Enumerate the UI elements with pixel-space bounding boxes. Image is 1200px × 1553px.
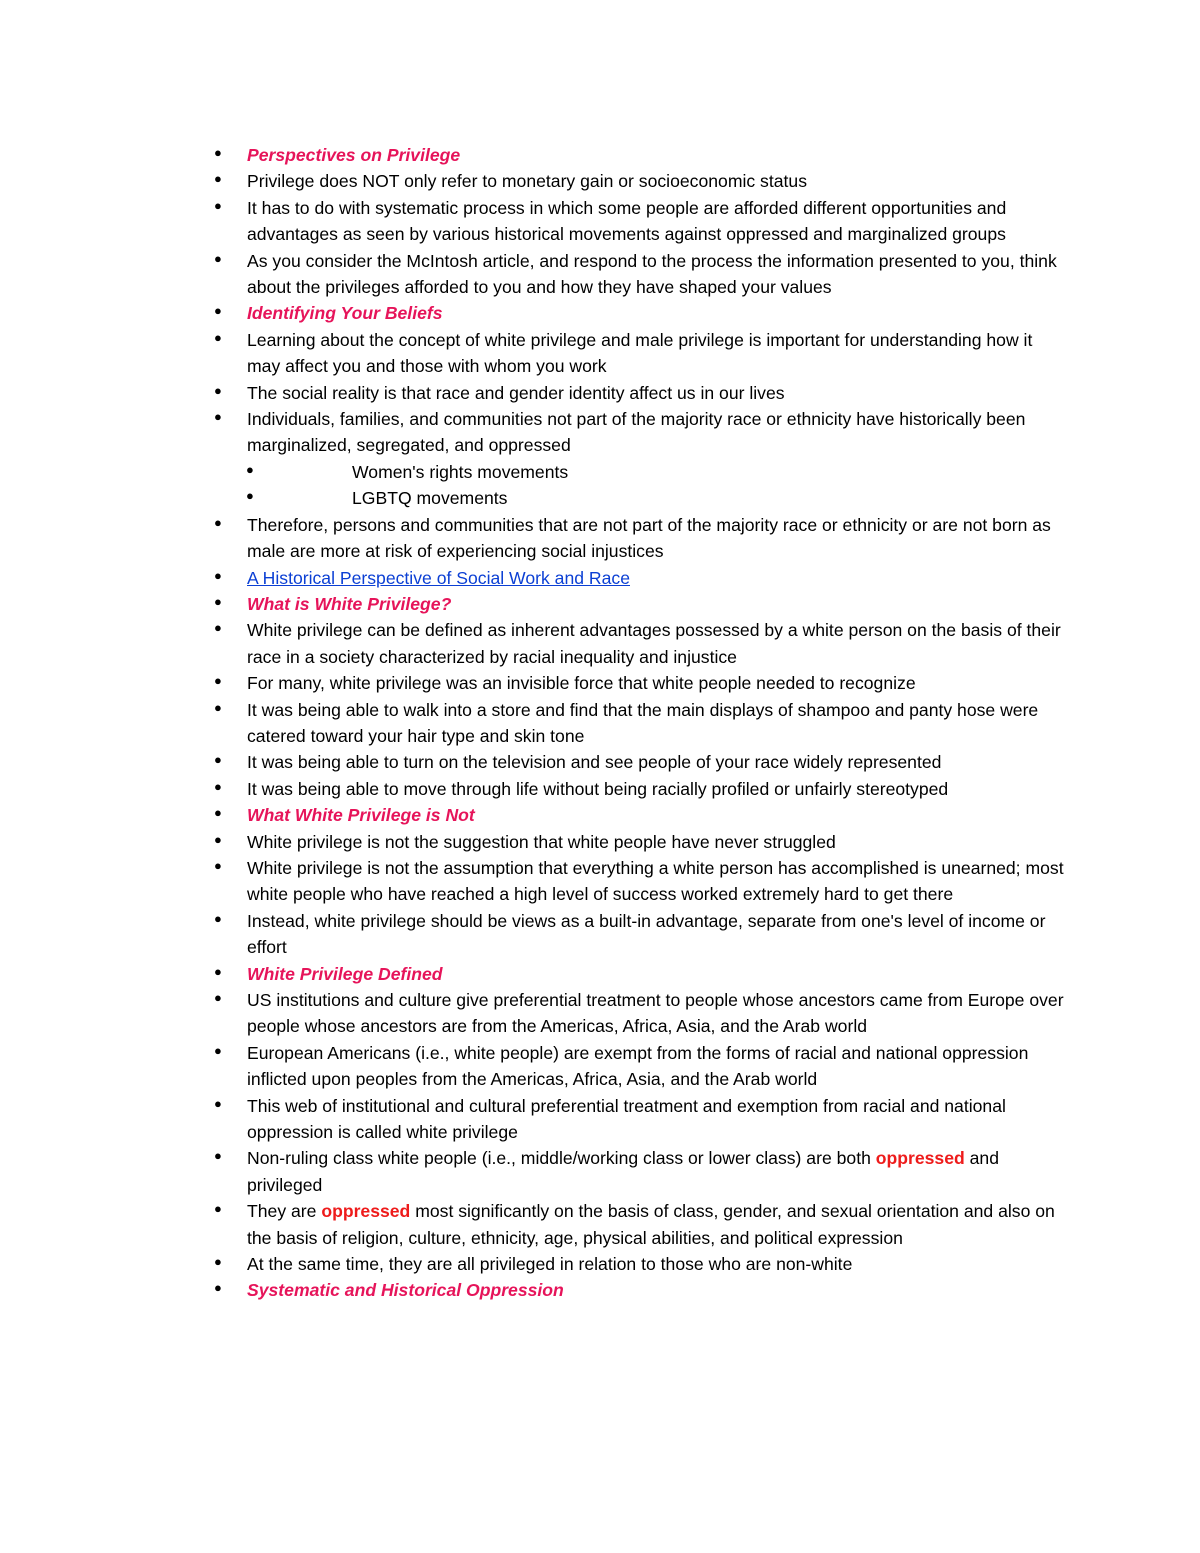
- bullet-icon: ●: [214, 514, 222, 530]
- list-item: [0, 697, 1200, 750]
- item-text: and privileged: [247, 1148, 999, 1195]
- list-item: [0, 829, 1200, 855]
- item-text: most significantly on the basis of class, gender, and sexual orientation and also on the basis of religion, culture, ethnicity, age, physical abilities, and political expression: [247, 1201, 1055, 1248]
- list-item: [0, 1040, 1200, 1093]
- list-item: [0, 670, 1200, 696]
- item-text: It was being able to move through life without being racially profiled or unfairly stereotyped: [247, 778, 949, 799]
- item-text: At the same time, they are all privileged in relation to those who are non-white: [247, 1254, 853, 1275]
- bullet-icon: ●: [214, 805, 222, 821]
- item-text: US institutions and culture give preferential treatment to people whose ancestors came from Europe over people whose ancestors are from the Americas, Africa, Asia, and the Arab world: [247, 990, 1064, 1037]
- section-heading-item: [0, 961, 1200, 987]
- list-item: [0, 855, 1200, 908]
- bullet-list: [0, 142, 1200, 1304]
- item-text: White privilege is not the assumption that everything a white person has accomplished is unearned; most white people who have reached a high level of success worked extremely hard to get there: [247, 857, 1064, 905]
- item-text: This web of institutional and cultural preferential treatment and exemption from racial and national oppression is called white privilege: [247, 1095, 1006, 1143]
- bullet-icon: ●: [214, 1148, 222, 1164]
- bullet-icon: ●: [214, 303, 222, 319]
- bullet-icon: ●: [214, 778, 222, 794]
- list-item: [0, 749, 1200, 775]
- bullet-icon: ●: [214, 409, 222, 425]
- historical-perspective-link[interactable]: A Historical Perspective of Social Work and Race: [247, 567, 630, 588]
- list-item: [0, 1198, 1200, 1251]
- list-item: [0, 1145, 1200, 1198]
- section-heading-item: [0, 591, 1200, 617]
- emphasized-word: oppressed: [875, 1148, 965, 1169]
- item-text: As you consider the McIntosh article, and respond to the process the information presented to you, think about the privileges afforded to you and how they have shaped your values: [247, 250, 1057, 298]
- section-heading: White Privilege Defined: [247, 963, 443, 984]
- item-text: It was being able to turn on the television and see people of your race widely represented: [247, 752, 942, 773]
- bullet-icon: ●: [214, 699, 222, 715]
- bullet-icon: ●: [246, 488, 254, 504]
- item-text: They are: [247, 1201, 322, 1222]
- item-text: Individuals, families, and communities not part of the majority race or ethnicity have historically been marginalized, segregated, and oppressed: [247, 409, 1026, 456]
- item-text: European Americans (i.e., white people) are exempt from the forms of racial and national oppression inflicted upon peoples from the Americas, Africa, Asia, and the Arab world: [247, 1042, 1029, 1090]
- bullet-icon: ●: [214, 831, 222, 847]
- list-item: [0, 776, 1200, 802]
- bullet-icon: ●: [214, 1280, 222, 1296]
- section-heading: What is White Privilege?: [247, 593, 452, 614]
- item-text: LGBTQ movements: [352, 488, 508, 509]
- list-item: [0, 248, 1200, 301]
- list-item: [0, 380, 1200, 406]
- item-text: It was being able to walk into a store and find that the main displays of shampoo and panty hose were catered toward your hair type and skin tone: [247, 699, 1039, 746]
- bullet-icon: ●: [214, 1042, 222, 1058]
- item-text: Women's rights movements: [352, 461, 569, 482]
- list-item: [0, 617, 1200, 670]
- bullet-icon: ●: [214, 857, 222, 873]
- section-heading: What White Privilege is Not: [247, 805, 475, 826]
- list-item: [0, 1251, 1200, 1277]
- bullet-icon: ●: [214, 1201, 222, 1217]
- list-item: [0, 327, 1200, 380]
- bullet-icon: ●: [214, 990, 222, 1005]
- section-heading: Perspectives on Privilege: [247, 145, 461, 165]
- bullet-icon: ●: [214, 250, 222, 266]
- bullet-icon: ●: [214, 145, 222, 160]
- list-item: [0, 987, 1200, 1040]
- bullet-icon: ●: [214, 382, 222, 398]
- section-heading-item: [0, 802, 1200, 828]
- item-text: White privilege can be defined as inherent advantages possessed by a white person on the basis of their race in a society characterized by racial inequality and injustice: [247, 620, 1061, 667]
- list-item: [0, 512, 1200, 565]
- item-text: For many, white privilege was an invisible force that white people needed to recognize: [247, 673, 916, 694]
- item-text: The social reality is that race and gender identity affect us in our lives: [247, 382, 785, 403]
- list-item: [0, 195, 1200, 248]
- bullet-icon: ●: [214, 673, 222, 689]
- bullet-icon: ●: [214, 593, 222, 609]
- list-item: [0, 908, 1200, 961]
- list-item: [0, 406, 1200, 459]
- emphasized-word: oppressed: [321, 1201, 411, 1222]
- section-heading: Systematic and Historical Oppression: [247, 1280, 564, 1301]
- item-text: Therefore, persons and communities that are not part of the majority race or ethnicity or are not born as male are more at risk of experiencing social injustices: [247, 514, 1051, 562]
- bullet-icon: ●: [214, 329, 222, 345]
- section-heading-item: [0, 1277, 1200, 1303]
- section-heading-item: [0, 300, 1200, 326]
- bullet-icon: ●: [214, 620, 222, 636]
- item-text: It has to do with systematic process in which some people are afforded different opportunities and advantages as seen by various historical movements against oppressed and marginalized groups: [247, 197, 1007, 245]
- section-heading-item: [0, 142, 1200, 168]
- bullet-icon: ●: [214, 1254, 222, 1270]
- item-text: Learning about the concept of white privilege and male privilege is important for understanding how it may affect you and those with whom you work: [247, 329, 1033, 377]
- bullet-icon: ●: [214, 963, 222, 979]
- sub-list-item: [0, 485, 1200, 511]
- bullet-icon: ●: [214, 197, 222, 213]
- bullet-icon: ●: [246, 461, 254, 477]
- section-heading: Identifying Your Beliefs: [247, 303, 443, 324]
- list-item: [0, 1093, 1200, 1146]
- bullet-icon: ●: [214, 567, 222, 583]
- item-text: Non-ruling class white people (i.e., middle/working class or lower class) are both: [247, 1148, 876, 1169]
- item-text: White privilege is not the suggestion that white people have never struggled: [247, 831, 836, 852]
- bullet-icon: ●: [214, 910, 222, 926]
- bullet-icon: ●: [214, 1095, 222, 1111]
- item-text: Privilege does NOT only refer to monetary gain or socioeconomic status: [247, 171, 808, 192]
- sub-list-item: [0, 459, 1200, 485]
- bullet-icon: ●: [214, 752, 222, 768]
- list-item: [0, 168, 1200, 194]
- link-item: [0, 565, 1200, 591]
- bullet-icon: ●: [214, 171, 222, 187]
- item-text: Instead, white privilege should be views as a built-in advantage, separate from one's level of income or effort: [247, 910, 1046, 958]
